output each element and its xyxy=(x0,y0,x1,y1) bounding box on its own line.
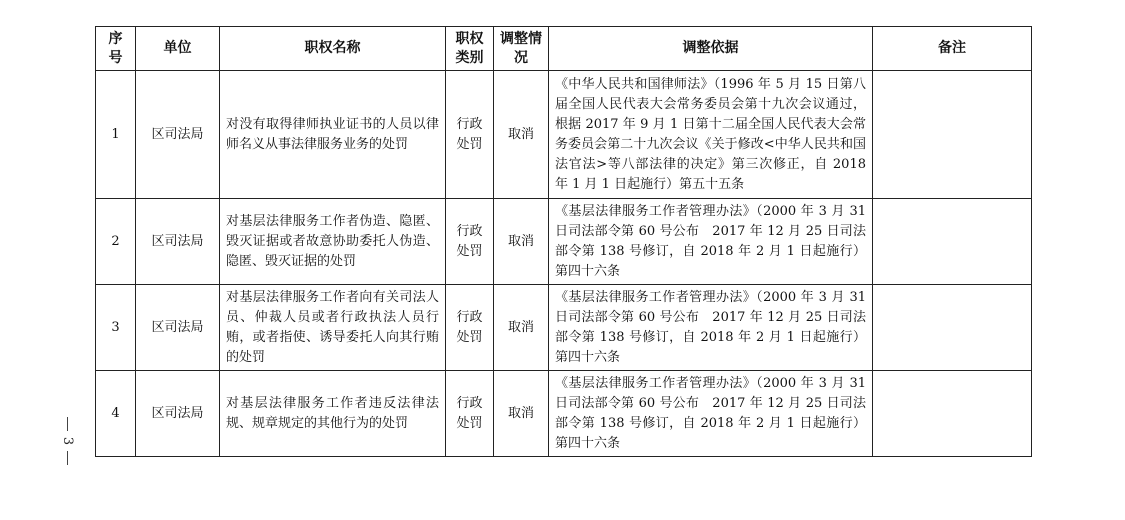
cell-name: 对基层法律服务工作者违反法律法规、规章规定的其他行为的处罚 xyxy=(220,371,446,457)
cell-category: 行政处罚 xyxy=(446,371,494,457)
cell-basis: 《基层法律服务工作者管理办法》（2000 年 3 月 31 日司法部令第 60 号公布 2017 年 12 月 25 日司法部令第 138 号修订，自 2018 年 2 月 1 日起施行）第四十六条 xyxy=(549,285,873,371)
page-number-dash-bottom xyxy=(67,451,68,465)
authority-adjustment-table xyxy=(95,26,1032,457)
cell-basis: 《中华人民共和国律师法》（1996 年 5 月 15 日第八届全国人民代表大会常务委员会第十九次会议通过，根据 2017 年 9 月 1 日第十二届全国人民代表大会常务委员会第二十九次会议《关于修改<中华人民共和国法官法>等八部法律的决定》第三次修正，自 2018 年 1 月 1 日起施行）第五十五条 xyxy=(549,71,873,199)
cell-remarks xyxy=(873,71,1032,199)
cell-seq: 4 xyxy=(96,371,136,457)
cell-name: 对基层法律服务工作者向有关司法人员、仲裁人员或者行政执法人员行贿，或者指使、诱导委托人向其行贿的处罚 xyxy=(220,285,446,371)
header-category: 职权类别 xyxy=(446,27,494,71)
page-number xyxy=(55,414,79,468)
cell-basis: 《基层法律服务工作者管理办法》（2000 年 3 月 31 日司法部令第 60 号公布 2017 年 12 月 25 日司法部令第 138 号修订，自 2018 年 2 月 1 日起施行）第四十六条 xyxy=(549,371,873,457)
table-row xyxy=(96,71,1032,199)
header-name: 职权名称 xyxy=(220,27,446,71)
cell-adjustment: 取消 xyxy=(494,199,549,285)
table-row xyxy=(96,285,1032,371)
cell-name: 对没有取得律师执业证书的人员以律师名义从事法律服务业务的处罚 xyxy=(220,71,446,199)
cell-seq: 3 xyxy=(96,285,136,371)
page-number-dash-top xyxy=(67,417,68,431)
cell-category: 行政处罚 xyxy=(446,71,494,199)
cell-unit: 区司法局 xyxy=(136,285,220,371)
cell-remarks xyxy=(873,371,1032,457)
cell-remarks xyxy=(873,285,1032,371)
header-adjustment: 调整情况 xyxy=(494,27,549,71)
header-unit: 单位 xyxy=(136,27,220,71)
header-remarks: 备注 xyxy=(873,27,1032,71)
cell-unit: 区司法局 xyxy=(136,199,220,285)
table-header-row xyxy=(96,27,1032,71)
cell-basis: 《基层法律服务工作者管理办法》（2000 年 3 月 31 日司法部令第 60 号公布 2017 年 12 月 25 日司法部令第 138 号修订，自 2018 年 2 月 1 日起施行）第四十六条 xyxy=(549,199,873,285)
cell-category: 行政处罚 xyxy=(446,285,494,371)
header-seq: 序号 xyxy=(96,27,136,71)
table-row xyxy=(96,371,1032,457)
cell-unit: 区司法局 xyxy=(136,71,220,199)
header-basis: 调整依据 xyxy=(549,27,873,71)
cell-adjustment: 取消 xyxy=(494,285,549,371)
table-row xyxy=(96,199,1032,285)
cell-remarks xyxy=(873,199,1032,285)
cell-adjustment: 取消 xyxy=(494,71,549,199)
cell-unit: 区司法局 xyxy=(136,371,220,457)
cell-adjustment: 取消 xyxy=(494,371,549,457)
page-number-value: 3 xyxy=(60,436,75,446)
cell-seq: 2 xyxy=(96,199,136,285)
cell-name: 对基层法律服务工作者伪造、隐匿、毁灭证据或者故意协助委托人伪造、隐匿、毁灭证据的处罚 xyxy=(220,199,446,285)
cell-category: 行政处罚 xyxy=(446,199,494,285)
cell-seq: 1 xyxy=(96,71,136,199)
